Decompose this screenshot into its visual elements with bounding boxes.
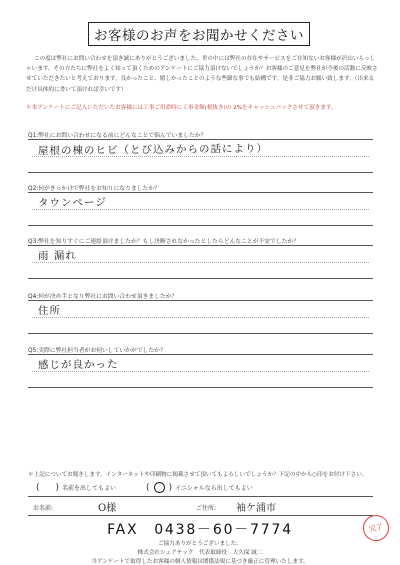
cashback-notice: ＊本アンケートにご記入いただいたお客様には工事ご用命時に工事金額(税抜き)の 2%をキャッシュバックさせて頂きます。 — [26, 105, 337, 111]
question-3-answer: 雨 漏れ — [37, 249, 77, 263]
choice-name-ok-label: 名前を出してもよい — [62, 485, 117, 492]
address-value[interactable]: 袖ケ浦市 — [236, 503, 276, 514]
thanks-message: ご協力ありがとうございました。 — [158, 541, 242, 547]
customer-info-row — [28, 496, 373, 516]
question-2-answer-box[interactable] — [28, 192, 373, 226]
completion-stamp: 完了 — [361, 513, 392, 544]
question-3-answer-box[interactable] — [28, 245, 373, 279]
question-2-answer: タウンページ — [37, 196, 107, 210]
choice-bracket-close: ) — [55, 482, 60, 493]
intro-paragraph: この度は弊社にお問い合わせを頂き誠にありがとうございました。世の中には弊社の存在やサービスをご存知ないお客様が沢山いらっしゃいます。その方たちに弊社をよく知って頂くためのアンケートにご協力頂けないでしょうか？お客様のご意見を弊社が今後の活動に反映させていただきたいと考えております。良かったこと、嬉しかったことのような些細な事でも結構です。是非ご協力お願い致します。（出来るだけ具体的に書いて頂ければ幸いです） — [26, 56, 378, 93]
fax-number: FAX 0438－60－7774 — [107, 522, 293, 538]
question-5-label: Q5:実際に弊社担当者がお伺いしていかがでしたか？ — [28, 348, 166, 354]
choice-bracket-close: ) — [168, 482, 173, 493]
choice-name-ok[interactable] — [36, 482, 116, 493]
form-title: お客様のお声をお聞かせください — [88, 22, 310, 46]
question-1-answer-box[interactable] — [28, 139, 373, 173]
name-value[interactable]: O様 — [98, 503, 117, 514]
question-3-label: Q3:弊社を知りすぐにご連絡頂けましたか？もし決断されなかったとしたらどんなことが不安でしたか？ — [28, 239, 300, 245]
permission-question: ＊上記についてお聞きします。インターネットや印刷物に掲載させて頂いてもよろしいでしょうか？下記の中から○印をお付け下さい。 — [28, 472, 368, 478]
question-1-answer: 屋根の棟のヒビ（とび込みからの話により） — [37, 142, 269, 158]
choice-initial-ok-label: イニシャルなら出してもよい — [175, 485, 253, 492]
company-info: 株式会社シェアテック 代表取締役 大久保 誠二 — [137, 550, 263, 556]
answer-rule — [32, 262, 369, 263]
answer-rule — [32, 317, 369, 318]
choice-bracket-open: ( — [36, 482, 40, 493]
choice-bracket-open: ( — [146, 482, 150, 493]
question-4-label: Q4:何が決め手となり弊社にお問い合わせ頂きましたか？ — [28, 294, 178, 300]
question-5-answer: 感じが良かった — [37, 358, 119, 372]
permission-choices — [36, 482, 366, 493]
address-label: ご住所: — [196, 505, 217, 512]
privacy-notice: 当アンケートで取得したお客様の個人情報は関係法規に基づき厳正に管理いたします。 — [91, 559, 309, 565]
question-5-answer-box[interactable] — [28, 354, 373, 388]
choice-initial-ok[interactable] — [146, 482, 253, 493]
question-4-answer-box[interactable] — [28, 300, 373, 334]
question-1-label: Q1:弊社にお問い合わせになる前にどんなことで悩んでいましたか？ — [28, 133, 207, 139]
name-label: お名前: — [33, 505, 54, 512]
question-2-label: Q2:何がきっかけで弊社をお知りになりましたか？ — [28, 186, 160, 192]
question-4-answer: 住所 — [37, 304, 62, 318]
selected-circle-mark — [154, 482, 165, 493]
